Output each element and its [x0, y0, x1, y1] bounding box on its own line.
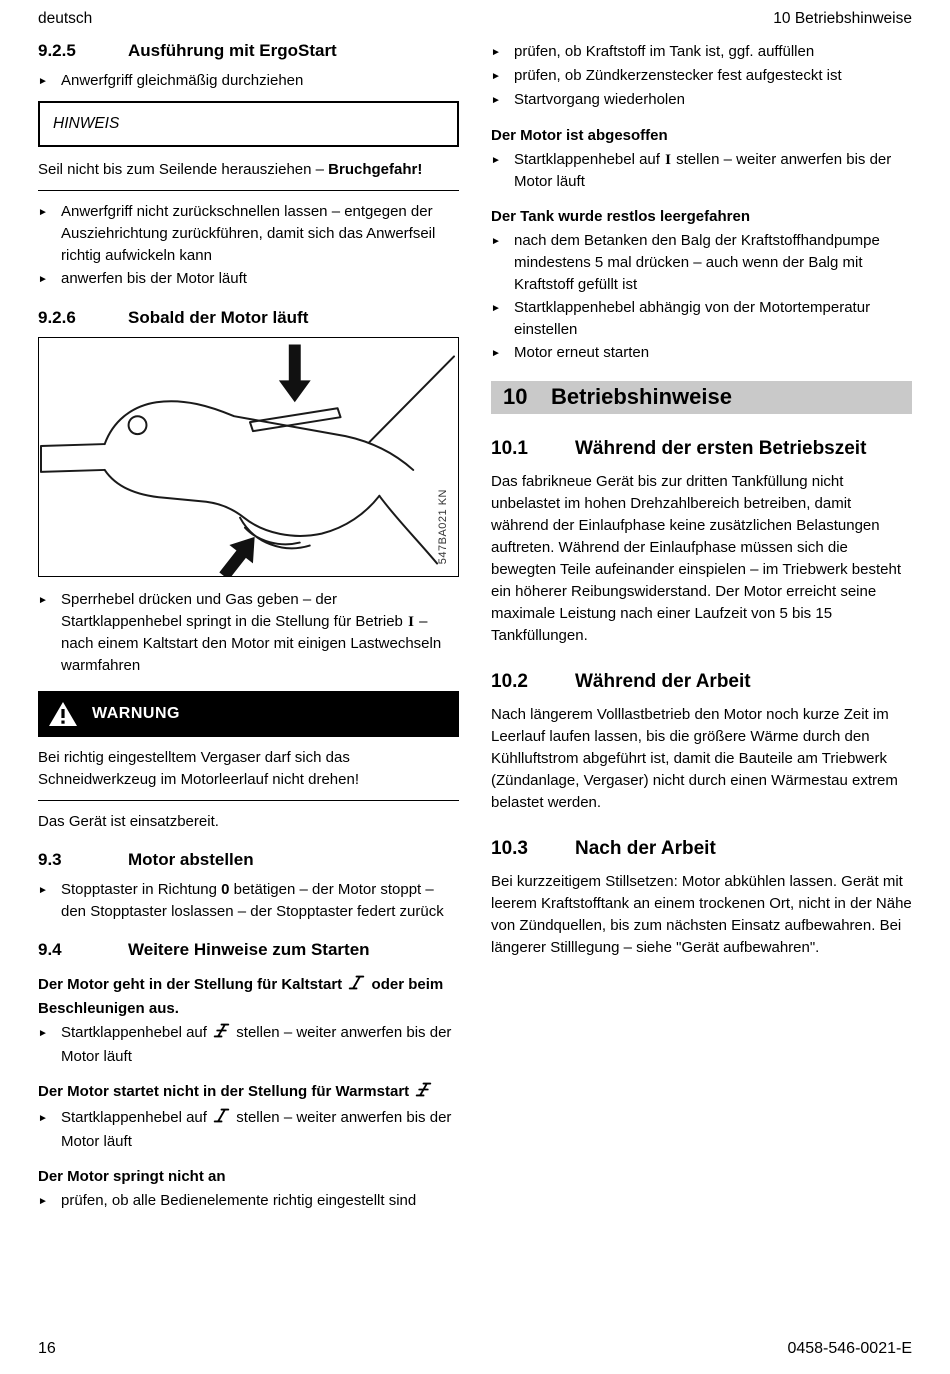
section-number: 10.2	[491, 671, 528, 692]
bullet-text-post: betätigen – der Motor stoppt – den Stopptaster loslassen – der Stopptaster federt zurück	[61, 881, 444, 920]
warning-paragraph: Bei richtig eingestelltem Vergaser darf sich das Schneidwerkzeug im Motorleerlauf nicht drehen!	[38, 747, 459, 801]
two-column-layout	[38, 40, 912, 1214]
subhead-text-pre: Der Motor startet nicht in der Stellung für Warmstart	[38, 1083, 414, 1100]
notice-text: Seil nicht bis zum Seilende herausziehen –	[38, 161, 329, 178]
subhead-text-post: oder beim Beschleunigen aus.	[38, 976, 444, 1017]
list-item	[38, 879, 459, 923]
paragraph: Das fabrikneue Gerät bis zur dritten Tankfüllung nicht unbelastet im hohen Drehzahlbereich betreiben, damit während der Einlaufphase keine zusätzlichen Belastungen auftreten. Während der Einlaufphase müssen sich die bewegten Teile aufeinander einspielen – im Triebwerk besteht ein höherer Reibungswiderstand. Der Motor erreicht seine maximale Leistung nach einer Laufzeit von 5 bis 15 Tankfüllungen.	[491, 473, 901, 644]
document-number: 0458-546-0021-E	[787, 1340, 912, 1357]
paragraph: Nach längerem Volllastbetrieb den Motor noch kurze Zeit im Leerlauf laufen lassen, bis die größere Wärme durch den Kühlluftstrom abgeführt ist, damit die Bauteile am Triebwerk (Zündanlage, Vergaser) nicht durch einen Wärmestau extrem belastet werden.	[491, 706, 898, 811]
section-title: Motor abstellen	[128, 850, 254, 869]
bullet-text	[61, 879, 459, 923]
bullet-text-pre: Startklappenhebel auf	[514, 151, 665, 168]
bullet-text: Anwerfgriff nicht zurückschnellen lassen – entgegen der Ausziehrichtung zurückführen, damit sich das Anwerfseil richtig aufwickeln kann	[61, 203, 436, 264]
section-number: 9.2.5	[38, 41, 76, 60]
subheading-abgesoffen: Der Motor ist abgesoffen	[491, 127, 668, 144]
bullet-icon: ►	[491, 348, 501, 359]
subheading-warmstart	[38, 1081, 459, 1105]
list-item	[491, 297, 912, 341]
section-heading-101	[491, 436, 912, 461]
bullet-text: anwerfen bis der Motor läuft	[61, 270, 247, 287]
line-drawing	[39, 338, 456, 576]
chapter-number: 10	[503, 384, 528, 409]
section-number: 10.1	[491, 438, 528, 459]
bullet-icon: ►	[38, 595, 48, 606]
bullet-icon: ►	[38, 885, 48, 896]
list-item	[491, 89, 912, 112]
bullet-text: prüfen, ob Kraftstoff im Tank ist, ggf. auffüllen	[514, 43, 815, 60]
chapter-heading-10	[491, 381, 912, 414]
subheading-springt-nicht-an: Der Motor springt nicht an	[38, 1168, 226, 1185]
right-column	[491, 40, 912, 1214]
warm-start-icon	[415, 1081, 432, 1105]
list-item	[38, 1190, 459, 1213]
bullet-icon: ►	[38, 1028, 48, 1039]
subheading-leergefahren: Der Tank wurde restlos leergefahren	[491, 208, 750, 225]
section-number: 9.2.6	[38, 308, 76, 327]
bullet-text-pre: Sperrhebel drücken und Gas geben – der Startklappenhebel springt in die Stellung für Betrieb	[61, 591, 408, 630]
section-title: Ausführung mit ErgoStart	[128, 41, 337, 60]
warning-label: WARNUNG	[92, 705, 180, 722]
bullet-icon: ►	[38, 76, 48, 87]
section-heading-93	[38, 849, 459, 871]
notice-bold: Bruchgefahr!	[328, 161, 423, 178]
page-header	[38, 10, 912, 28]
notice-paragraph	[38, 159, 459, 191]
list-item	[38, 589, 459, 677]
subhead-text-pre: Der Motor geht in der Stellung für Kaltstart	[38, 976, 347, 993]
warning-triangle-icon	[48, 700, 78, 728]
run-position-symbol: I	[665, 152, 671, 168]
list-item	[491, 230, 912, 296]
page-footer	[38, 1340, 912, 1358]
subheading-kaltstart	[38, 974, 459, 1020]
warning-banner	[38, 691, 459, 737]
bullet-text: Startvorgang wiederholen	[514, 91, 685, 108]
bullet-text: Motor erneut starten	[514, 344, 650, 361]
stop-position-symbol: 0	[221, 881, 230, 898]
bullet-icon: ►	[491, 95, 501, 106]
list-item	[491, 342, 912, 365]
section-title: Nach der Arbeit	[575, 838, 716, 859]
bullet-text-post: stellen – weiter anwerfen bis der Motor läuft	[61, 1109, 452, 1150]
bullet-icon: ►	[38, 274, 48, 285]
figure-throttle-handle	[38, 337, 459, 577]
header-chapter: 10 Betriebshinweise	[773, 10, 912, 27]
hinweis-box	[38, 101, 459, 147]
hinweis-label: HINWEIS	[53, 115, 120, 132]
section-title: Weitere Hinweise zum Starten	[128, 940, 370, 959]
list-item	[38, 1022, 459, 1068]
bullet-text: prüfen, ob alle Bedienelemente richtig eingestellt sind	[61, 1192, 417, 1209]
bullet-icon: ►	[491, 47, 501, 58]
section-heading-926	[38, 307, 459, 329]
bullet-icon: ►	[38, 1196, 48, 1207]
chapter-title: Betriebshinweise	[551, 384, 732, 409]
list-item	[38, 268, 459, 291]
section-number: 10.3	[491, 838, 528, 859]
bullet-text	[61, 1022, 459, 1068]
header-language: deutsch	[38, 10, 93, 27]
arrow-up-icon	[212, 528, 266, 576]
list-item	[491, 65, 912, 88]
section-number: 9.3	[38, 850, 62, 869]
run-position-symbol: I	[408, 614, 414, 630]
section-title: Während der ersten Betriebszeit	[575, 438, 867, 459]
bullet-text: prüfen, ob Zündkerzenstecker fest aufgesteckt ist	[514, 67, 842, 84]
section-number: 9.4	[38, 940, 62, 959]
bullet-icon: ►	[491, 155, 501, 166]
bullet-text-pre: Startklappenhebel auf	[61, 1024, 212, 1041]
bullet-icon: ►	[491, 236, 501, 247]
left-column	[38, 40, 459, 1214]
section-heading-103	[491, 836, 912, 861]
section-heading-94	[38, 939, 459, 961]
bullet-text-pre: Stopptaster in Richtung	[61, 881, 222, 898]
bullet-icon: ►	[491, 303, 501, 314]
bullet-text: nach dem Betanken den Balg der Kraftstoffhandpumpe mindestens 5 mal drücken – auch wenn der Balg mit Kraftstoff gefüllt ist	[514, 232, 880, 293]
arrow-down-icon	[279, 345, 311, 403]
bullet-text	[61, 1107, 459, 1153]
list-item	[38, 70, 459, 93]
bullet-text-post: – nach einem Kaltstart den Motor mit einigen Lastwechseln warmfahren	[61, 613, 442, 674]
warm-start-icon	[213, 1022, 230, 1046]
paragraph: Das Gerät ist einsatzbereit.	[38, 813, 219, 830]
section-title: Während der Arbeit	[575, 671, 751, 692]
bullet-icon: ►	[491, 71, 501, 82]
bullet-text-pre: Startklappenhebel auf	[61, 1109, 212, 1126]
cold-start-icon	[213, 1107, 230, 1131]
list-item	[491, 41, 912, 64]
cold-start-icon	[348, 974, 365, 998]
figure-caption: 547BA021 KN	[437, 488, 449, 564]
section-title: Sobald der Motor läuft	[128, 308, 309, 327]
page-number: 16	[38, 1340, 56, 1357]
list-item	[38, 201, 459, 267]
list-item	[491, 149, 912, 193]
bullet-text-post: stellen – weiter anwerfen bis der Motor läuft	[61, 1024, 452, 1065]
bullet-text	[514, 149, 912, 193]
paragraph: Bei kurzzeitigem Stillsetzen: Motor abkühlen lassen. Gerät mit leerem Kraftstofftank an einem trockenen Ort, nicht in der Nähe von Zündquellen, bis zum nächsten Einsatz aufbewahren. Bei längerer Stilllegung – siehe "Gerät aufbewahren".	[491, 873, 912, 956]
bullet-icon: ►	[38, 1113, 48, 1124]
bullet-text	[61, 589, 459, 677]
list-item	[38, 1107, 459, 1153]
section-heading-102	[491, 669, 912, 694]
bullet-text: Anwerfgriff gleichmäßig durchziehen	[61, 72, 304, 89]
section-heading-925	[38, 40, 459, 62]
bullet-text: Startklappenhebel abhängig von der Motortemperatur einstellen	[514, 299, 871, 338]
bullet-icon: ►	[38, 207, 48, 218]
bullet-text-post: stellen – weiter anwerfen bis der Motor läuft	[514, 151, 892, 190]
